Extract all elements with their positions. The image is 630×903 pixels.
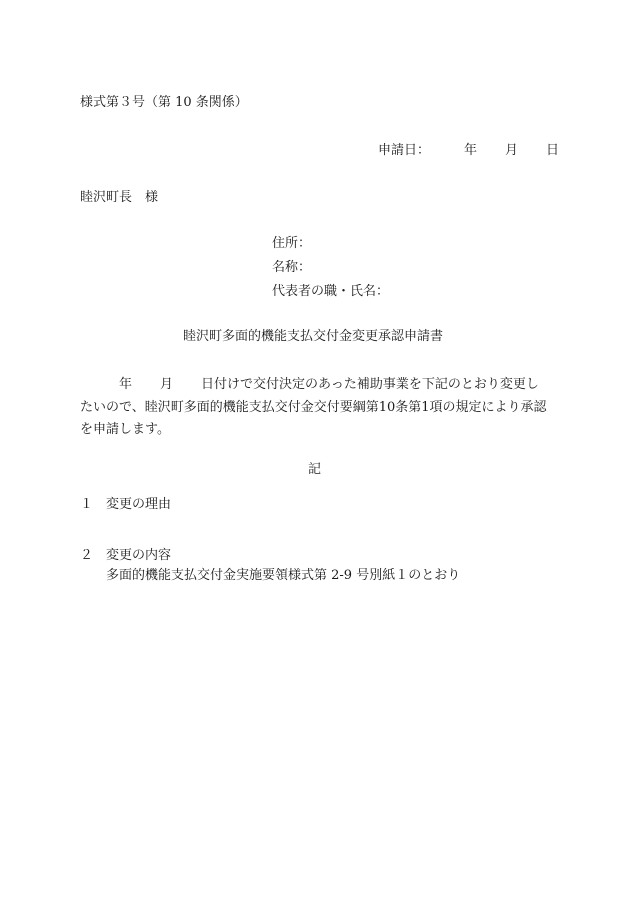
body-paragraph	[80, 374, 550, 442]
day-unit: 日	[546, 143, 560, 158]
year-unit: 年	[464, 143, 478, 158]
body-month-unit: 月	[160, 377, 174, 392]
addressee: 睦沢町長 様	[80, 190, 159, 205]
representative-label: 代表者の職・氏名：	[272, 284, 390, 299]
address-label: 住所：	[272, 236, 312, 251]
body-line-1-text: 日付けで交付決定のあった補助事業を下記のとおり変更し	[201, 377, 539, 392]
application-date-label: 申請日：	[378, 143, 431, 158]
name-label: 名称：	[272, 260, 312, 275]
item-2-number: ２	[80, 548, 94, 563]
month-unit: 月	[505, 143, 519, 158]
form-number-label: 様式第３号（第 10 条関係）	[80, 95, 248, 110]
document-title: 睦沢町多面的機能支払交付金変更承認申請書	[183, 329, 444, 344]
body-year-unit: 年	[119, 377, 133, 392]
item-2-detail: 多面的機能支払交付金実施要領様式第 2-9 号別紙１のとおり	[106, 568, 461, 583]
body-line-2: たいので、睦沢町多面的機能支払交付金交付要綱第10条第1項の規定により承認	[80, 399, 547, 415]
body-line-1	[80, 374, 550, 397]
item-1-title: 変更の理由	[106, 497, 172, 512]
body-line-3: を申請します。	[80, 422, 170, 437]
item-1-number: １	[80, 497, 94, 512]
ki-heading: 記	[308, 462, 322, 477]
application-date-line	[378, 144, 559, 157]
item-2-title: 変更の内容	[106, 548, 172, 563]
